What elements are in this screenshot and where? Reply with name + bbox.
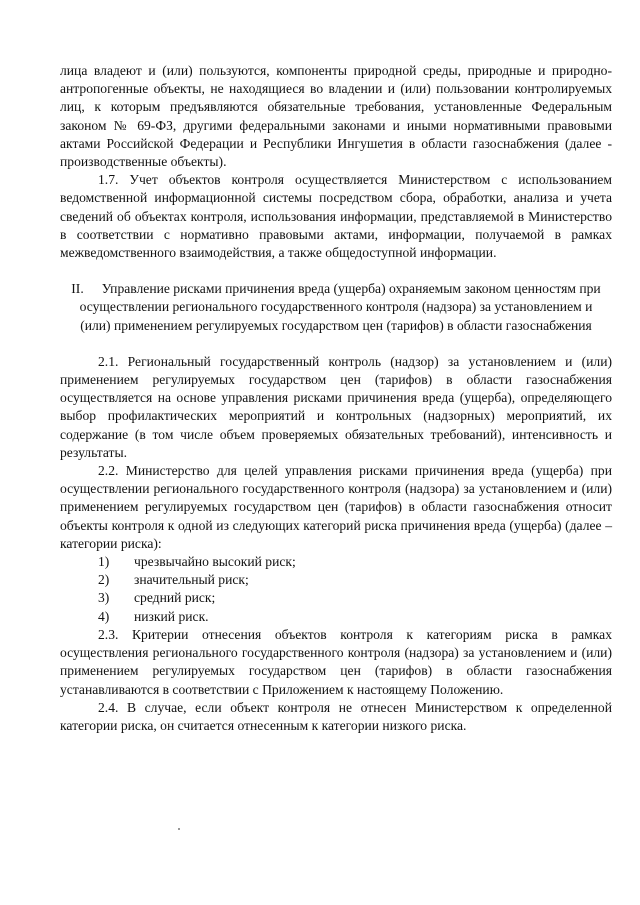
list-item-number: 1) (98, 554, 110, 570)
section-title: Управление рисками причинения вреда (ущерба) охраняемым законом ценностям при осуществлении регионального государственного контроля (надзора) за установлением и (или) применением регулируемых государством цен (тарифов) в области газоснабжения (79, 281, 601, 333)
list-item-text: чрезвычайно высокий риск; (134, 554, 296, 570)
list-item-number: 2) (98, 572, 110, 588)
paragraph-2-2: 2.2. Министерство для целей управления рисками причинения вреда (ущерба) при осуществлении регионального государственного контроля (надзора) за установлением и (или) применением регулируемых государством цен (тарифов) в области газоснабжения относит объекты контроля к одной из следующих категорий риска причинения вреда (ущерба) (далее – категории риска): (60, 463, 612, 551)
list-item-text: средний риск; (134, 590, 216, 606)
risk-category-list (60, 553, 612, 626)
paragraph-continuation: лица владеют и (или) пользуются, компоненты природной среды, природные и природно-антропогенные объекты, не находящиеся во владении и (или) пользовании контролируемых лиц, к которым предъявляются обязательные требования, установленные Федеральным законом № 69-ФЗ, другими федеральными законами и иными нормативными правовыми актами Российской Федерации и Республики Ингушетия в области газоснабжения (далее - производственные объекты). (60, 63, 612, 170)
list-item-text: низкий риск. (134, 608, 209, 624)
list-item (60, 553, 612, 571)
list-item-number: 3) (98, 590, 110, 606)
list-item (60, 589, 612, 607)
paragraph-2-1: 2.1. Региональный государственный контроль (надзор) за установлением и (или) применением регулируемых государством цен (тарифов) в области газоснабжения осуществляется на основе управления рисками причинения вреда (ущерба), определяющего выбор профилактических мероприятий и контрольных (надзорных) мероприятий, их содержание (в том числе объем проверяемых обязательных требований), интенсивность и результаты. (60, 353, 612, 460)
scan-speck (178, 828, 180, 830)
paragraph-1-7: 1.7. Учет объектов контроля осуществляется Министерством с использованием ведомственной информационной системы посредством сбора, обработки, анализа и учета сведений об объектах контроля, использования информации, представляемой в Министерство в соответствии с нормативно правовыми актами, информации, получаемой в рамках межведомственного взаимодействия, а также общедоступной информации. (60, 172, 612, 261)
section-heading (60, 280, 612, 335)
paragraph-2-4: 2.4. В случае, если объект контроля не отнесен Министерством к определенной категории риска, он считается отнесенным к категории низкого риска. (60, 699, 612, 733)
section-number: II. (71, 281, 84, 297)
list-item (60, 571, 612, 589)
paragraph-2-3: 2.3. Критерии отнесения объектов контроля к категориям риска в рамках осуществления регионального государственного контроля (надзора) за установлением и (или) применением регулируемых государством цен (тарифов) в области газоснабжения устанавливаются в соответствии с Приложением к настоящему Положению. (60, 626, 612, 697)
list-item-text: значительный риск; (134, 572, 249, 588)
list-item (60, 608, 612, 626)
document-page (60, 62, 612, 735)
spacer (60, 335, 612, 353)
list-item-number: 4) (98, 608, 110, 624)
spacer (60, 262, 612, 280)
